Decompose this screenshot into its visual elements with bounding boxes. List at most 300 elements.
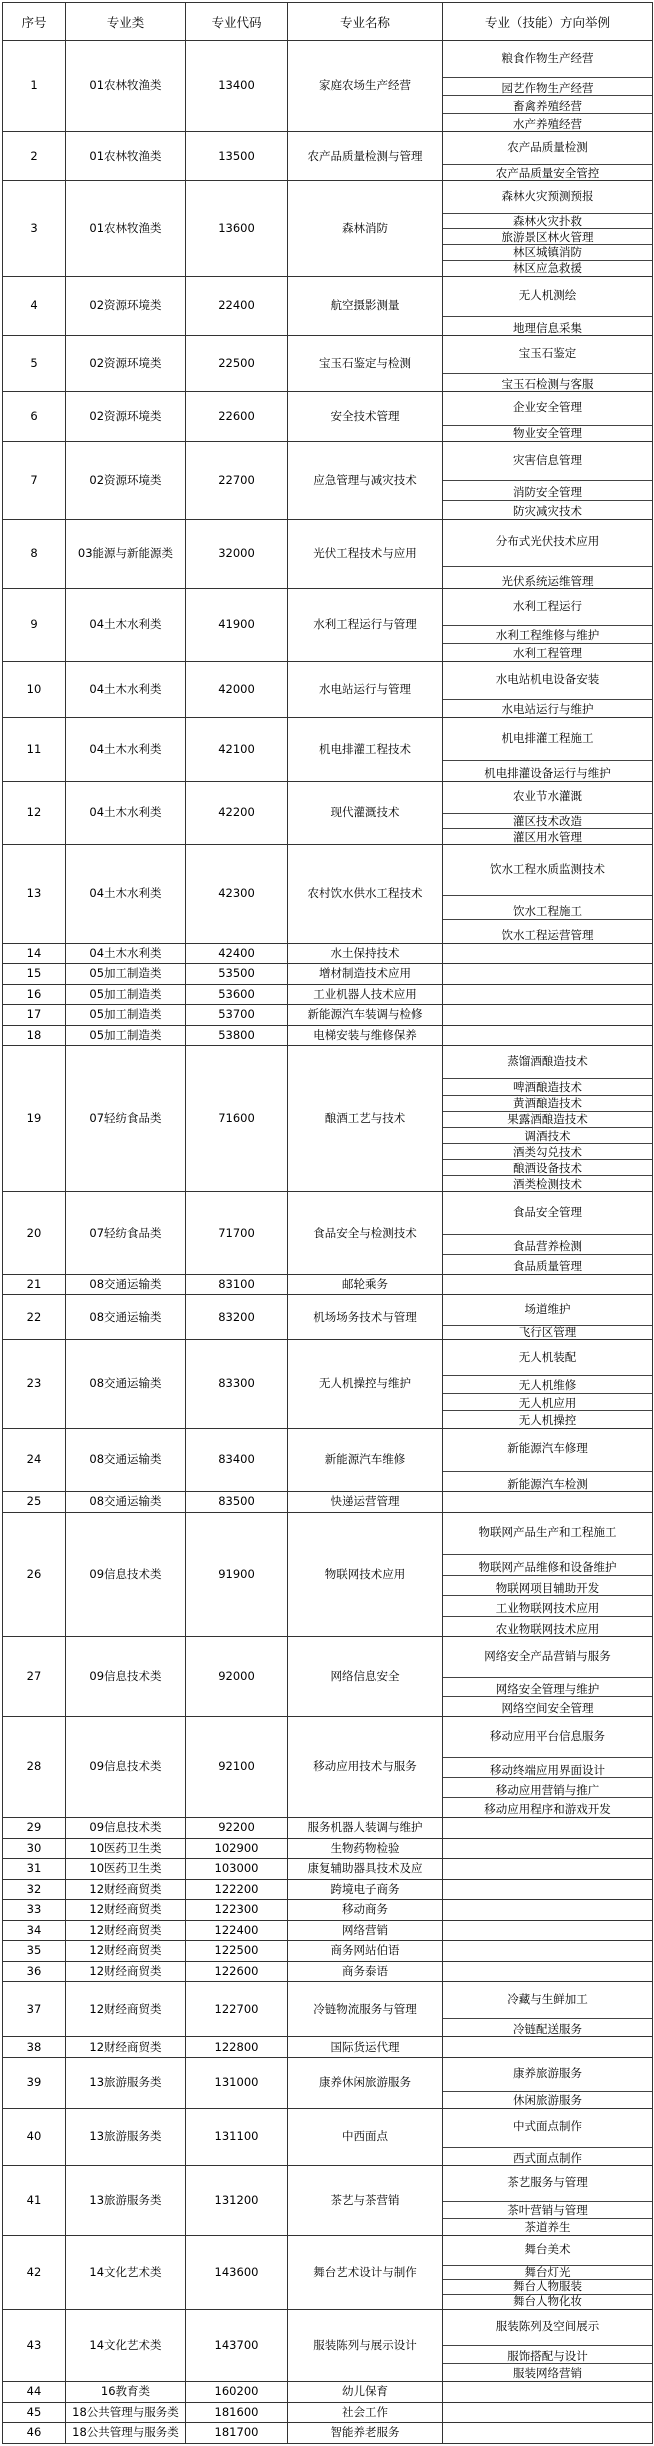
cell-index: 11 (3, 717, 66, 781)
cell-index: 35 (3, 1941, 66, 1962)
cell-category: 07轻纺食品类 (66, 1046, 186, 1192)
direction-list (443, 41, 652, 131)
cell-index: 10 (3, 661, 66, 717)
table-row (3, 1879, 653, 1900)
direction-item: 黄酒酿造技术 (443, 1095, 652, 1111)
direction-item: 企业安全管理 (513, 400, 582, 415)
cell-category: 04土木水利类 (66, 661, 186, 717)
cell-name: 应急管理与减灾技术 (288, 441, 443, 519)
header-row (3, 3, 653, 41)
direction-item: 食品质量管理 (443, 1254, 652, 1274)
cell-directions (443, 589, 653, 661)
direction-list (443, 1941, 652, 1961)
direction-item: 林区城镇消防 (443, 244, 652, 260)
cell-directions (443, 1192, 653, 1274)
direction-list (443, 1982, 652, 2036)
direction-item: 物联网产品维修和设备维护 (443, 1554, 652, 1574)
table-row (3, 1900, 653, 1921)
cell-index: 23 (3, 1340, 66, 1428)
direction-item: 森林火灾预测预报 (501, 188, 594, 203)
direction-list (443, 1513, 652, 1636)
cell-name: 电梯安装与维修保养 (288, 1025, 443, 1046)
table-row (3, 1716, 653, 1817)
cell-code: 22500 (186, 336, 288, 392)
direction-list (443, 1295, 652, 1339)
cell-index: 30 (3, 1838, 66, 1859)
direction-item: 新能源汽车修理 (507, 1441, 588, 1456)
cell-directions (443, 41, 653, 132)
cell-directions (443, 2235, 653, 2309)
direction-item: 宝玉石鉴定 (518, 346, 577, 361)
direction-item: 服饰搭配与设计 (443, 2345, 652, 2363)
cell-category: 05加工制造类 (66, 964, 186, 985)
cell-index: 7 (3, 441, 66, 519)
direction-item: 农产品质量安全管控 (443, 164, 652, 180)
direction-item: 啤酒酿造技术 (443, 1078, 652, 1094)
cell-name: 森林消防 (288, 181, 443, 276)
direction-list (443, 336, 652, 391)
cell-code: 42400 (186, 943, 288, 964)
cell-index: 22 (3, 1295, 66, 1340)
cell-category: 08交通运输类 (66, 1274, 186, 1295)
cell-category: 01农林牧渔类 (66, 181, 186, 276)
cell-index: 1 (3, 41, 66, 132)
cell-name: 智能养老服务 (288, 2423, 443, 2444)
cell-category: 18公共管理与服务类 (66, 2423, 186, 2444)
cell-name: 社会工作 (288, 2402, 443, 2423)
cell-index: 24 (3, 1428, 66, 1492)
direction-list (443, 589, 652, 660)
table-row (3, 964, 653, 985)
cell-code: 122800 (186, 2037, 288, 2058)
table-row (3, 781, 653, 845)
cell-name: 增材制造技术应用 (288, 964, 443, 985)
direction-item: 旅游景区林火管理 (443, 228, 652, 244)
cell-code: 13400 (186, 41, 288, 132)
direction-item: 酒类检测技术 (443, 1175, 652, 1191)
cell-name: 酿酒工艺与技术 (288, 1046, 443, 1192)
cell-code: 41900 (186, 589, 288, 661)
direction-item: 中式面点制作 (513, 2119, 582, 2134)
cell-name: 宝玉石鉴定与检测 (288, 336, 443, 392)
table-row (3, 2402, 653, 2423)
table-row (3, 41, 653, 132)
cell-index: 4 (3, 276, 66, 335)
cell-directions (443, 1492, 653, 1513)
cell-directions (443, 1274, 653, 1295)
cell-directions (443, 1005, 653, 1026)
direction-item: 水产养殖经营 (443, 113, 652, 131)
cell-index: 16 (3, 984, 66, 1005)
direction-item: 茶叶营销与管理 (443, 2201, 652, 2218)
direction-item: 无人机操控 (443, 1410, 652, 1427)
cell-directions (443, 661, 653, 717)
direction-item: 服装陈列及空间展示 (495, 2319, 600, 2334)
cell-name: 康养休闲旅游服务 (288, 2057, 443, 2108)
table-row (3, 845, 653, 943)
cell-index: 46 (3, 2423, 66, 2444)
cell-index: 39 (3, 2057, 66, 2108)
cell-category: 09信息技术类 (66, 1817, 186, 1838)
cell-directions (443, 336, 653, 392)
direction-item: 水利工程管理 (443, 643, 652, 661)
cell-directions (443, 1920, 653, 1941)
cell-name: 新能源汽车装调与检修 (288, 1005, 443, 1026)
cell-category: 02资源环境类 (66, 336, 186, 392)
cell-name: 农村饮水供水工程技术 (288, 845, 443, 943)
cell-directions (443, 1025, 653, 1046)
direction-item: 场道维护 (524, 1301, 571, 1316)
table-row (3, 181, 653, 276)
direction-item: 舞台美术 (524, 2242, 571, 2257)
cell-category: 12财经商贸类 (66, 1941, 186, 1962)
direction-item: 网络安全管理与维护 (443, 1677, 652, 1697)
cell-name: 水电站运行与管理 (288, 661, 443, 717)
cell-name: 航空摄影测量 (288, 276, 443, 335)
direction-list (443, 2037, 652, 2057)
cell-code: 53600 (186, 984, 288, 1005)
major-table (2, 2, 653, 2444)
cell-index: 40 (3, 2108, 66, 2166)
direction-list (443, 2166, 652, 2234)
cell-directions (443, 2108, 653, 2166)
table-row (3, 441, 653, 519)
cell-index: 9 (3, 589, 66, 661)
direction-item: 冷链配送服务 (443, 2018, 652, 2036)
direction-item: 水电站机电设备安装 (495, 671, 600, 686)
cell-directions (443, 845, 653, 943)
header-category: 专业类 (66, 3, 186, 41)
cell-index: 19 (3, 1046, 66, 1192)
direction-item: 灌区用水管理 (443, 828, 652, 844)
direction-item: 服装网络营销 (443, 2363, 652, 2381)
cell-name: 生物药物检验 (288, 1838, 443, 1859)
table-body (3, 41, 653, 2444)
direction-item: 舞台人物服装 (443, 2279, 652, 2294)
cell-category: 04土木水利类 (66, 781, 186, 845)
cell-directions (443, 1900, 653, 1921)
cell-code: 122600 (186, 1961, 288, 1982)
direction-item: 防灾减灾技术 (443, 500, 652, 519)
cell-category: 14文化艺术类 (66, 2309, 186, 2381)
cell-directions (443, 1340, 653, 1428)
cell-code: 160200 (186, 2381, 288, 2402)
direction-list (443, 1026, 652, 1046)
cell-name: 水土保持技术 (288, 943, 443, 964)
cell-code: 71600 (186, 1046, 288, 1192)
cell-category: 05加工制造类 (66, 1025, 186, 1046)
cell-category: 09信息技术类 (66, 1637, 186, 1717)
cell-category: 12财经商贸类 (66, 1920, 186, 1941)
cell-index: 18 (3, 1025, 66, 1046)
cell-directions (443, 2309, 653, 2381)
cell-code: 131200 (186, 2166, 288, 2235)
cell-index: 37 (3, 1982, 66, 2037)
direction-list (443, 442, 652, 519)
direction-list (443, 392, 652, 440)
table-row (3, 1005, 653, 1026)
table-row (3, 1192, 653, 1274)
cell-code: 181700 (186, 2423, 288, 2444)
cell-directions (443, 1428, 653, 1492)
cell-index: 38 (3, 2037, 66, 2058)
direction-item: 消防安全管理 (443, 480, 652, 499)
direction-list (443, 1005, 652, 1025)
table-row (3, 1838, 653, 1859)
cell-directions (443, 1512, 653, 1636)
cell-name: 服装陈列与展示设计 (288, 2309, 443, 2381)
cell-index: 17 (3, 1005, 66, 1026)
cell-directions (443, 1838, 653, 1859)
cell-name: 商务网站伯语 (288, 1941, 443, 1962)
cell-code: 83200 (186, 1295, 288, 1340)
cell-code: 83300 (186, 1340, 288, 1428)
direction-item: 饮水工程施工 (443, 895, 652, 919)
direction-item: 网络空间安全管理 (443, 1696, 652, 1716)
cell-code: 22600 (186, 392, 288, 441)
cell-name: 网络信息安全 (288, 1637, 443, 1717)
cell-index: 31 (3, 1859, 66, 1880)
direction-list (443, 1921, 652, 1941)
cell-index: 45 (3, 2402, 66, 2423)
cell-code: 122400 (186, 1920, 288, 1941)
direction-item: 光伏系统运维管理 (443, 566, 652, 588)
direction-item: 康养旅游服务 (513, 2066, 582, 2081)
cell-code: 42300 (186, 845, 288, 943)
cell-index: 34 (3, 1920, 66, 1941)
cell-index: 2 (3, 132, 66, 181)
cell-index: 36 (3, 1961, 66, 1982)
direction-item: 无人机测绘 (518, 288, 577, 303)
direction-list (443, 1717, 652, 1817)
cell-code: 103000 (186, 1859, 288, 1880)
table-row (3, 1817, 653, 1838)
cell-directions (443, 132, 653, 181)
table-row (3, 2309, 653, 2381)
table-row (3, 1274, 653, 1295)
direction-item: 饮水工程运营管理 (443, 919, 652, 943)
cell-name: 移动商务 (288, 1900, 443, 1921)
cell-category: 18公共管理与服务类 (66, 2402, 186, 2423)
direction-item: 果露酒酿造技术 (443, 1111, 652, 1127)
direction-list (443, 1818, 652, 1838)
cell-directions (443, 2402, 653, 2423)
direction-list (443, 2109, 652, 2166)
direction-item: 饮水工程水质监测技术 (490, 861, 605, 876)
cell-directions (443, 1859, 653, 1880)
direction-list (443, 1880, 652, 1900)
table-row (3, 132, 653, 181)
cell-code: 181600 (186, 2402, 288, 2423)
cell-directions (443, 943, 653, 964)
cell-name: 光伏工程技术与应用 (288, 519, 443, 588)
cell-directions (443, 717, 653, 781)
cell-category: 12财经商贸类 (66, 2037, 186, 2058)
cell-category: 01农林牧渔类 (66, 132, 186, 181)
direction-list (443, 520, 652, 588)
cell-category: 12财经商贸类 (66, 1961, 186, 1982)
cell-code: 122300 (186, 1900, 288, 1921)
cell-category: 13旅游服务类 (66, 2166, 186, 2235)
direction-list (443, 718, 652, 781)
table-row (3, 2235, 653, 2309)
cell-category: 08交通运输类 (66, 1295, 186, 1340)
cell-name: 食品安全与检测技术 (288, 1192, 443, 1274)
cell-directions (443, 1295, 653, 1340)
cell-name: 康复辅助器具技术及应 (288, 1859, 443, 1880)
table-row (3, 2381, 653, 2402)
direction-item: 茶艺服务与管理 (507, 2175, 588, 2190)
direction-item: 林区应急救援 (443, 260, 652, 276)
direction-list (443, 132, 652, 180)
direction-list (443, 1900, 652, 1920)
direction-list (443, 662, 652, 717)
direction-item: 舞台人物化妆 (443, 2294, 652, 2309)
direction-item: 网络安全产品营销与服务 (484, 1648, 611, 1663)
cell-index: 8 (3, 519, 66, 588)
cell-name: 邮轮乘务 (288, 1274, 443, 1295)
direction-item: 调酒技术 (443, 1127, 652, 1143)
cell-index: 12 (3, 781, 66, 845)
cell-code: 42100 (186, 717, 288, 781)
cell-category: 10医药卫生类 (66, 1838, 186, 1859)
direction-item: 农产品质量检测 (507, 139, 588, 154)
table-row (3, 1920, 653, 1941)
direction-item: 地理信息采集 (443, 316, 652, 335)
direction-item: 物联网项目辅助开发 (443, 1575, 652, 1595)
cell-directions (443, 1817, 653, 1838)
direction-item: 农业节水灌溉 (513, 788, 582, 803)
cell-code: 83100 (186, 1274, 288, 1295)
cell-code: 92200 (186, 1817, 288, 1838)
direction-list (443, 1637, 652, 1716)
cell-index: 29 (3, 1817, 66, 1838)
cell-name: 跨境电子商务 (288, 1879, 443, 1900)
direction-item: 物业安全管理 (443, 425, 652, 441)
cell-index: 42 (3, 2235, 66, 2309)
direction-item: 食品营养检测 (443, 1234, 652, 1254)
cell-category: 13旅游服务类 (66, 2108, 186, 2166)
cell-directions (443, 1982, 653, 2037)
table-row (3, 2423, 653, 2444)
header-directions: 专业（技能）方向举例 (443, 3, 653, 41)
table-row (3, 1961, 653, 1982)
direction-item: 移动终端应用界面设计 (443, 1757, 652, 1777)
cell-name: 幼儿保育 (288, 2381, 443, 2402)
direction-item: 无人机装配 (518, 1349, 577, 1364)
cell-name: 服务机器人装调与维护 (288, 1817, 443, 1838)
table-row (3, 589, 653, 661)
table-row (3, 661, 653, 717)
direction-list (443, 944, 652, 964)
cell-index: 21 (3, 1274, 66, 1295)
table-row (3, 1941, 653, 1962)
direction-list (443, 1962, 652, 1982)
cell-directions (443, 1879, 653, 1900)
cell-directions (443, 2057, 653, 2108)
cell-code: 53800 (186, 1025, 288, 1046)
cell-directions (443, 519, 653, 588)
direction-list (443, 1046, 652, 1191)
table-row (3, 1859, 653, 1880)
cell-index: 43 (3, 2309, 66, 2381)
cell-directions (443, 1941, 653, 1962)
cell-code: 32000 (186, 519, 288, 588)
direction-item: 飞行区管理 (443, 1325, 652, 1340)
cell-code: 53500 (186, 964, 288, 985)
direction-list (443, 782, 652, 845)
cell-directions (443, 1961, 653, 1982)
cell-name: 移动应用技术与服务 (288, 1716, 443, 1817)
cell-name: 舞台艺术设计与制作 (288, 2235, 443, 2309)
cell-index: 14 (3, 943, 66, 964)
table-row (3, 1512, 653, 1636)
cell-index: 27 (3, 1637, 66, 1717)
cell-index: 25 (3, 1492, 66, 1513)
table-row (3, 2166, 653, 2235)
direction-item: 分布式光伏技术应用 (495, 534, 600, 549)
cell-index: 3 (3, 181, 66, 276)
direction-list (443, 845, 652, 942)
direction-item: 蒸馏酒酿造技术 (507, 1054, 588, 1069)
direction-item: 食品安全管理 (513, 1204, 582, 1219)
cell-name: 茶艺与茶营销 (288, 2166, 443, 2235)
direction-list (443, 964, 652, 984)
cell-category: 09信息技术类 (66, 1512, 186, 1636)
cell-name: 冷链物流服务与管理 (288, 1982, 443, 2037)
direction-list (443, 1492, 652, 1512)
table-row (3, 1340, 653, 1428)
direction-list (443, 277, 652, 335)
direction-list (443, 2403, 652, 2423)
cell-index: 33 (3, 1900, 66, 1921)
direction-item: 移动应用营销与推广 (443, 1777, 652, 1797)
direction-item: 灌区技术改造 (443, 813, 652, 829)
direction-list (443, 2310, 652, 2381)
cell-code: 131100 (186, 2108, 288, 2166)
direction-item: 茶道养生 (443, 2218, 652, 2235)
direction-list (443, 1839, 652, 1859)
cell-name: 快递运营管理 (288, 1492, 443, 1513)
cell-code: 102900 (186, 1838, 288, 1859)
direction-item: 水电站运行与维护 (443, 699, 652, 717)
cell-category: 03能源与新能源类 (66, 519, 186, 588)
cell-name: 家庭农场生产经营 (288, 41, 443, 132)
cell-code: 83500 (186, 1492, 288, 1513)
cell-category: 02资源环境类 (66, 441, 186, 519)
direction-list (443, 181, 652, 275)
cell-directions (443, 2381, 653, 2402)
cell-category: 04土木水利类 (66, 943, 186, 964)
cell-category: 02资源环境类 (66, 392, 186, 441)
cell-code: 22400 (186, 276, 288, 335)
direction-list (443, 2058, 652, 2108)
header-index: 序号 (3, 3, 66, 41)
cell-name: 国际货运代理 (288, 2037, 443, 2058)
cell-category: 02资源环境类 (66, 276, 186, 335)
direction-item: 机电排灌设备运行与维护 (443, 760, 652, 781)
direction-list (443, 1429, 652, 1492)
table-row (3, 1025, 653, 1046)
cell-name: 农产品质量检测与管理 (288, 132, 443, 181)
cell-name: 机场场务技术与管理 (288, 1295, 443, 1340)
direction-item: 酿酒设备技术 (443, 1159, 652, 1175)
cell-category: 04土木水利类 (66, 717, 186, 781)
cell-category: 08交通运输类 (66, 1428, 186, 1492)
cell-name: 商务泰语 (288, 1961, 443, 1982)
cell-code: 22700 (186, 441, 288, 519)
cell-name: 无人机操控与维护 (288, 1340, 443, 1428)
